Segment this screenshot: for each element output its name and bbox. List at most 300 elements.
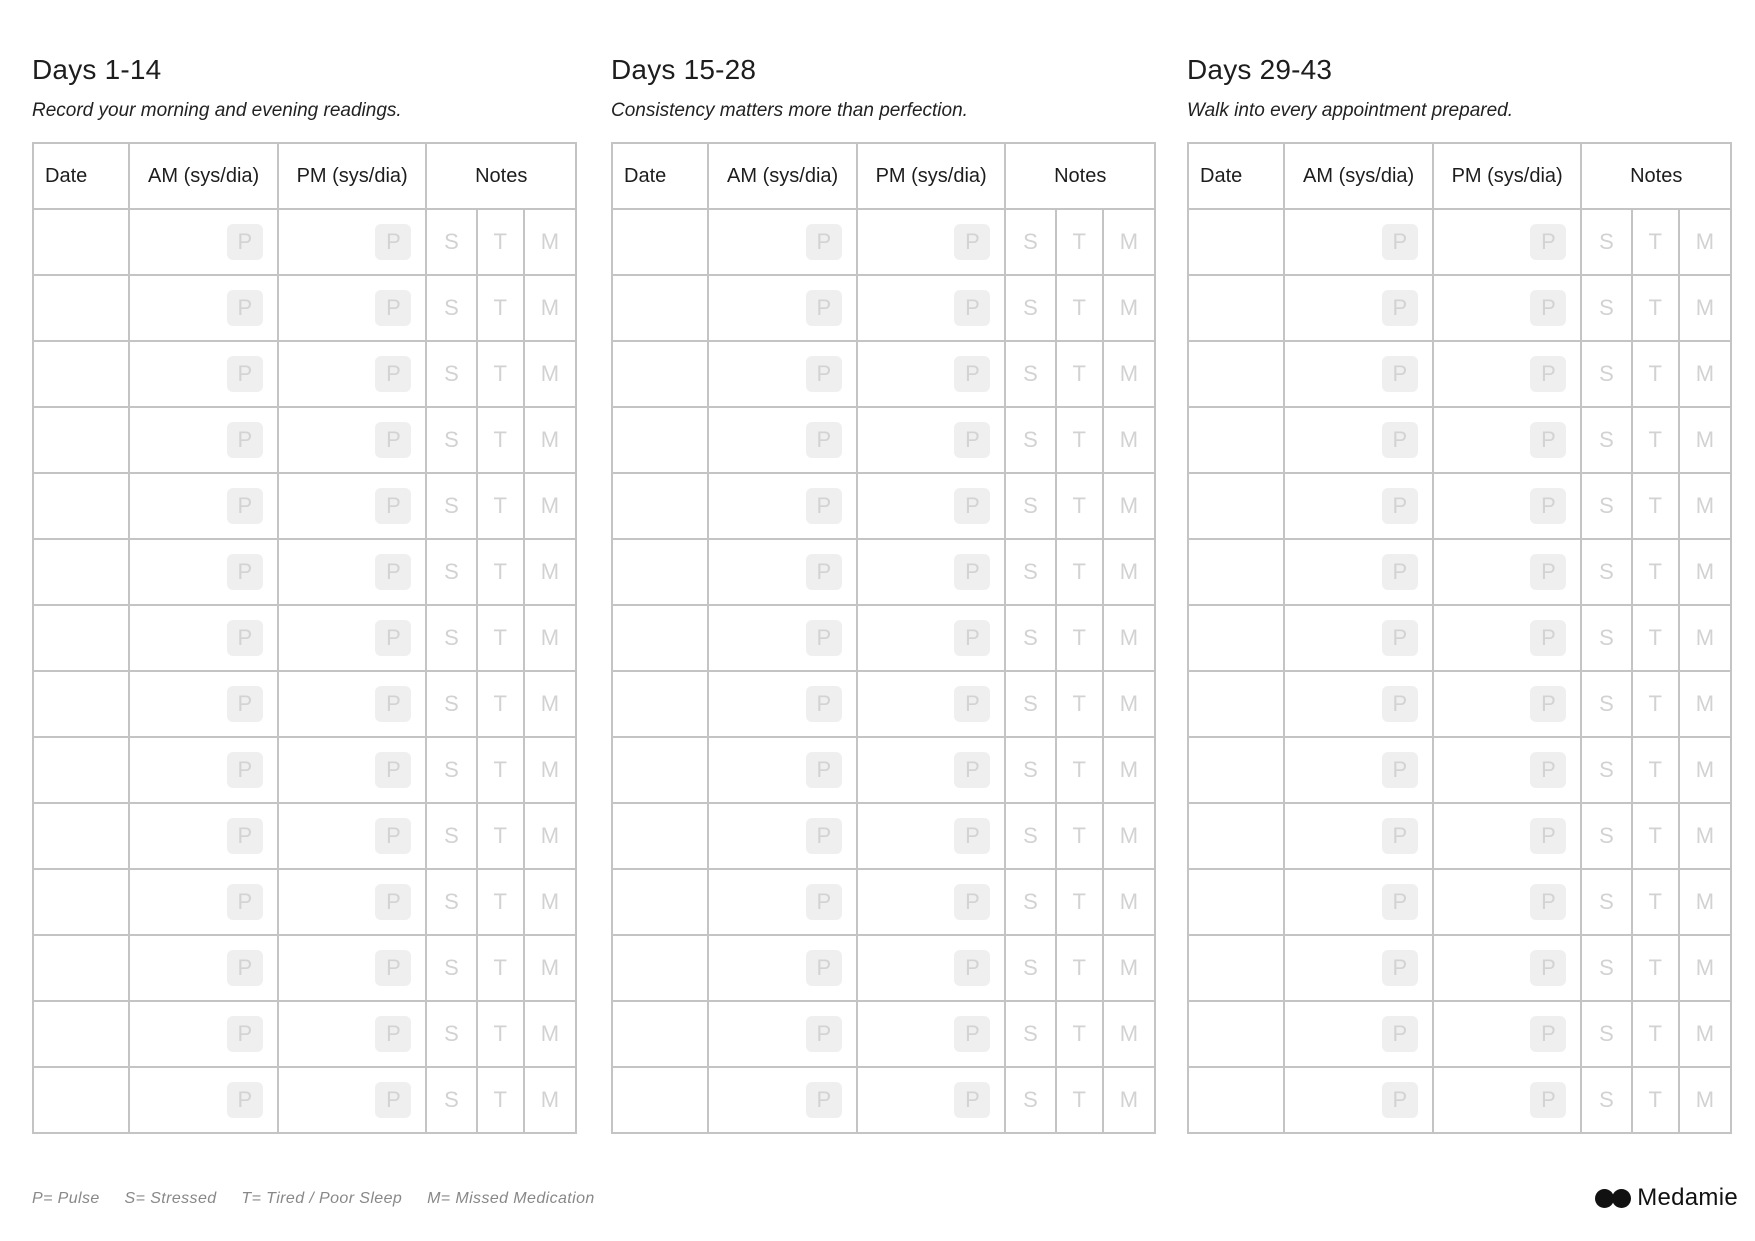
date-cell[interactable] <box>33 407 129 473</box>
tired-flag[interactable]: T <box>1632 407 1679 473</box>
date-cell[interactable] <box>33 737 129 803</box>
date-cell[interactable] <box>612 803 708 869</box>
tired-flag[interactable]: T <box>1056 1067 1103 1133</box>
stressed-flag[interactable]: S <box>1005 473 1055 539</box>
stressed-flag[interactable]: S <box>1005 407 1055 473</box>
tired-flag[interactable]: T <box>1632 275 1679 341</box>
am-reading-cell[interactable] <box>129 605 278 671</box>
missed-medication-flag[interactable]: M <box>524 605 576 671</box>
column-header-date: Date <box>1188 143 1284 209</box>
pulse-marker: P <box>954 554 990 590</box>
missed-medication-flag[interactable]: M <box>1103 1001 1155 1067</box>
tired-flag[interactable]: T <box>477 407 524 473</box>
tired-flag[interactable]: T <box>1056 341 1103 407</box>
date-cell[interactable] <box>33 539 129 605</box>
missed-medication-flag[interactable]: M <box>1679 275 1731 341</box>
pm-reading-cell[interactable] <box>1433 275 1582 341</box>
missed-medication-flag[interactable]: M <box>1679 407 1731 473</box>
tired-flag[interactable]: T <box>1056 737 1103 803</box>
pm-reading-cell[interactable] <box>857 671 1006 737</box>
stressed-flag[interactable]: S <box>426 869 476 935</box>
missed-medication-flag[interactable]: M <box>524 803 576 869</box>
pm-reading-cell[interactable] <box>1433 341 1582 407</box>
missed-medication-flag[interactable]: M <box>1103 341 1155 407</box>
missed-medication-flag[interactable]: M <box>1679 473 1731 539</box>
am-reading-cell[interactable] <box>708 737 857 803</box>
am-reading-cell[interactable] <box>129 1067 278 1133</box>
am-reading-cell[interactable] <box>1284 473 1433 539</box>
date-cell[interactable] <box>612 539 708 605</box>
missed-medication-flag[interactable]: M <box>524 209 576 275</box>
date-cell[interactable] <box>33 209 129 275</box>
date-cell[interactable] <box>33 275 129 341</box>
pm-reading-cell[interactable] <box>857 869 1006 935</box>
am-reading-cell[interactable] <box>708 803 857 869</box>
am-reading-cell[interactable] <box>129 737 278 803</box>
missed-medication-flag[interactable]: M <box>1679 341 1731 407</box>
missed-medication-flag[interactable]: M <box>1103 803 1155 869</box>
tired-flag[interactable]: T <box>1056 539 1103 605</box>
table-row <box>612 935 1155 1001</box>
stressed-flag[interactable]: S <box>1581 1067 1631 1133</box>
am-reading-cell[interactable] <box>129 803 278 869</box>
missed-medication-flag[interactable]: M <box>1679 737 1731 803</box>
stressed-flag[interactable]: S <box>1581 209 1631 275</box>
pm-reading-cell[interactable] <box>1433 605 1582 671</box>
column-header-date: Date <box>33 143 129 209</box>
pulse-marker: P <box>954 818 990 854</box>
stressed-flag[interactable]: S <box>426 1001 476 1067</box>
missed-medication-flag[interactable]: M <box>1679 1001 1731 1067</box>
missed-medication-flag[interactable]: M <box>1103 671 1155 737</box>
stressed-flag[interactable]: S <box>426 671 476 737</box>
pulse-marker: P <box>1382 620 1418 656</box>
date-cell[interactable] <box>33 869 129 935</box>
tired-flag[interactable]: T <box>477 935 524 1001</box>
stressed-flag[interactable]: S <box>1005 737 1055 803</box>
pulse-marker: P <box>227 1016 263 1052</box>
missed-medication-flag[interactable]: M <box>1679 671 1731 737</box>
tired-flag[interactable]: T <box>477 275 524 341</box>
am-reading-cell[interactable] <box>129 1001 278 1067</box>
missed-medication-flag[interactable]: M <box>524 473 576 539</box>
date-cell[interactable] <box>1188 473 1284 539</box>
pm-reading-cell[interactable] <box>1433 539 1582 605</box>
stressed-flag[interactable]: S <box>426 341 476 407</box>
pm-reading-cell[interactable] <box>1433 671 1582 737</box>
table-row <box>612 341 1155 407</box>
missed-medication-flag[interactable]: M <box>1679 1067 1731 1133</box>
date-cell[interactable] <box>612 737 708 803</box>
am-reading-cell[interactable] <box>1284 539 1433 605</box>
missed-medication-flag[interactable]: M <box>1103 407 1155 473</box>
pulse-marker: P <box>1530 290 1566 326</box>
tired-flag[interactable]: T <box>1056 407 1103 473</box>
pm-reading-cell[interactable] <box>1433 473 1582 539</box>
date-cell[interactable] <box>1188 605 1284 671</box>
missed-medication-flag[interactable]: M <box>1103 275 1155 341</box>
pulse-marker: P <box>1382 884 1418 920</box>
pm-reading-cell[interactable] <box>857 737 1006 803</box>
date-cell[interactable] <box>612 1001 708 1067</box>
pulse-marker: P <box>375 884 411 920</box>
am-reading-cell[interactable] <box>708 407 857 473</box>
am-reading-cell[interactable] <box>1284 671 1433 737</box>
pm-reading-cell[interactable] <box>278 869 427 935</box>
date-cell[interactable] <box>33 803 129 869</box>
pm-reading-cell[interactable] <box>1433 803 1582 869</box>
tired-flag[interactable]: T <box>1632 605 1679 671</box>
date-cell[interactable] <box>33 605 129 671</box>
pm-reading-cell[interactable] <box>278 341 427 407</box>
date-cell[interactable] <box>1188 737 1284 803</box>
tired-flag[interactable]: T <box>1056 275 1103 341</box>
pulse-marker: P <box>1530 1082 1566 1118</box>
am-reading-cell[interactable] <box>1284 275 1433 341</box>
am-reading-cell[interactable] <box>708 935 857 1001</box>
am-reading-cell[interactable] <box>129 671 278 737</box>
pm-reading-cell[interactable] <box>857 605 1006 671</box>
stressed-flag[interactable]: S <box>1005 539 1055 605</box>
table-row <box>612 605 1155 671</box>
pm-reading-cell[interactable] <box>857 473 1006 539</box>
pm-reading-cell[interactable] <box>278 209 427 275</box>
date-cell[interactable] <box>33 935 129 1001</box>
pm-reading-cell[interactable] <box>278 605 427 671</box>
missed-medication-flag[interactable]: M <box>1103 473 1155 539</box>
am-reading-cell[interactable] <box>1284 935 1433 1001</box>
pulse-marker: P <box>954 488 990 524</box>
table-row <box>33 869 576 935</box>
am-reading-cell[interactable] <box>1284 869 1433 935</box>
missed-medication-flag[interactable]: M <box>1103 539 1155 605</box>
missed-medication-flag[interactable]: M <box>524 275 576 341</box>
pm-reading-cell[interactable] <box>857 1001 1006 1067</box>
section-subtitle: Consistency matters more than perfection. <box>611 100 968 121</box>
tired-flag[interactable]: T <box>1632 1067 1679 1133</box>
stressed-flag[interactable]: S <box>426 935 476 1001</box>
stressed-flag[interactable]: S <box>1581 803 1631 869</box>
pulse-marker: P <box>1530 620 1566 656</box>
pm-reading-cell[interactable] <box>278 275 427 341</box>
missed-medication-flag[interactable]: M <box>524 1001 576 1067</box>
missed-medication-flag[interactable]: M <box>1679 803 1731 869</box>
tired-flag[interactable]: T <box>1632 803 1679 869</box>
date-cell[interactable] <box>1188 209 1284 275</box>
stressed-flag[interactable]: S <box>1005 935 1055 1001</box>
stressed-flag[interactable]: S <box>1005 803 1055 869</box>
stressed-flag[interactable]: S <box>426 1067 476 1133</box>
am-reading-cell[interactable] <box>708 539 857 605</box>
missed-medication-flag[interactable]: M <box>1103 935 1155 1001</box>
tired-flag[interactable]: T <box>1632 209 1679 275</box>
table-row <box>1188 209 1731 275</box>
pm-reading-cell[interactable] <box>857 275 1006 341</box>
tired-flag[interactable]: T <box>477 1067 524 1133</box>
stressed-flag[interactable]: S <box>1581 1001 1631 1067</box>
tired-flag[interactable]: T <box>1632 341 1679 407</box>
tired-flag[interactable]: T <box>1632 671 1679 737</box>
pulse-marker: P <box>375 620 411 656</box>
date-cell[interactable] <box>612 209 708 275</box>
missed-medication-flag[interactable]: M <box>524 1067 576 1133</box>
am-reading-cell[interactable] <box>1284 407 1433 473</box>
date-cell[interactable] <box>1188 341 1284 407</box>
am-reading-cell[interactable] <box>708 869 857 935</box>
tired-flag[interactable]: T <box>477 869 524 935</box>
date-cell[interactable] <box>33 473 129 539</box>
pulse-marker: P <box>806 224 842 260</box>
date-cell[interactable] <box>33 341 129 407</box>
pulse-marker: P <box>954 686 990 722</box>
am-reading-cell[interactable] <box>129 935 278 1001</box>
pm-reading-cell[interactable] <box>278 407 427 473</box>
tired-flag[interactable]: T <box>477 1001 524 1067</box>
pulse-marker: P <box>1530 752 1566 788</box>
stressed-flag[interactable]: S <box>426 605 476 671</box>
tired-flag[interactable]: T <box>1632 1001 1679 1067</box>
pm-reading-cell[interactable] <box>278 935 427 1001</box>
pm-reading-cell[interactable] <box>278 473 427 539</box>
pm-reading-cell[interactable] <box>857 539 1006 605</box>
missed-medication-flag[interactable]: M <box>524 341 576 407</box>
tired-flag[interactable]: T <box>1056 473 1103 539</box>
stressed-flag[interactable]: S <box>1005 1067 1055 1133</box>
am-reading-cell[interactable] <box>129 473 278 539</box>
date-cell[interactable] <box>612 605 708 671</box>
tired-flag[interactable]: T <box>1056 1001 1103 1067</box>
tired-flag[interactable]: T <box>1632 869 1679 935</box>
pulse-marker: P <box>227 884 263 920</box>
tired-flag[interactable]: T <box>1056 935 1103 1001</box>
am-reading-cell[interactable] <box>1284 209 1433 275</box>
am-reading-cell[interactable] <box>708 1067 857 1133</box>
table-row <box>33 935 576 1001</box>
pm-reading-cell[interactable] <box>1433 209 1582 275</box>
am-reading-cell[interactable] <box>708 341 857 407</box>
tired-flag[interactable]: T <box>1056 671 1103 737</box>
am-reading-cell[interactable] <box>1284 803 1433 869</box>
date-cell[interactable] <box>1188 671 1284 737</box>
am-reading-cell[interactable] <box>708 275 857 341</box>
date-cell[interactable] <box>1188 869 1284 935</box>
pulse-marker: P <box>227 686 263 722</box>
date-cell[interactable] <box>1188 935 1284 1001</box>
brand-name: Medamie <box>1637 1184 1738 1211</box>
stressed-flag[interactable]: S <box>1581 275 1631 341</box>
pm-reading-cell[interactable] <box>857 341 1006 407</box>
am-reading-cell[interactable] <box>129 539 278 605</box>
pm-reading-cell[interactable] <box>857 803 1006 869</box>
tired-flag[interactable]: T <box>477 209 524 275</box>
pm-reading-cell[interactable] <box>1433 737 1582 803</box>
date-cell[interactable] <box>33 1001 129 1067</box>
legend <box>32 1190 615 1208</box>
pm-reading-cell[interactable] <box>1433 935 1582 1001</box>
date-cell[interactable] <box>1188 1067 1284 1133</box>
date-cell[interactable] <box>612 935 708 1001</box>
tired-flag[interactable]: T <box>1632 473 1679 539</box>
date-cell[interactable] <box>612 1067 708 1133</box>
stressed-flag[interactable]: S <box>1005 341 1055 407</box>
stressed-flag[interactable]: S <box>1581 869 1631 935</box>
pm-reading-cell[interactable] <box>278 803 427 869</box>
column-header-notes: Notes <box>1005 143 1155 209</box>
pm-reading-cell[interactable] <box>278 539 427 605</box>
table-row <box>1188 803 1731 869</box>
missed-medication-flag[interactable]: M <box>524 737 576 803</box>
missed-medication-flag[interactable]: M <box>524 671 576 737</box>
missed-medication-flag[interactable]: M <box>1679 539 1731 605</box>
missed-medication-flag[interactable]: M <box>1679 605 1731 671</box>
am-reading-cell[interactable] <box>129 869 278 935</box>
tired-flag[interactable]: T <box>477 473 524 539</box>
pulse-marker: P <box>1382 554 1418 590</box>
table-row <box>1188 539 1731 605</box>
date-cell[interactable] <box>612 407 708 473</box>
pm-reading-cell[interactable] <box>857 935 1006 1001</box>
tired-flag[interactable]: T <box>1632 737 1679 803</box>
stressed-flag[interactable]: S <box>1581 407 1631 473</box>
tired-flag[interactable]: T <box>477 605 524 671</box>
pm-reading-cell[interactable] <box>1433 1001 1582 1067</box>
am-reading-cell[interactable] <box>1284 341 1433 407</box>
pm-reading-cell[interactable] <box>1433 407 1582 473</box>
stressed-flag[interactable]: S <box>1581 605 1631 671</box>
tired-flag[interactable]: T <box>477 737 524 803</box>
tired-flag[interactable]: T <box>1056 605 1103 671</box>
pulse-marker: P <box>375 818 411 854</box>
pulse-marker: P <box>806 752 842 788</box>
stressed-flag[interactable]: S <box>1005 275 1055 341</box>
stressed-flag[interactable]: S <box>1005 209 1055 275</box>
date-cell[interactable] <box>612 275 708 341</box>
stressed-flag[interactable]: S <box>426 473 476 539</box>
pm-reading-cell[interactable] <box>857 1067 1006 1133</box>
stressed-flag[interactable]: S <box>426 407 476 473</box>
am-reading-cell[interactable] <box>1284 605 1433 671</box>
stressed-flag[interactable]: S <box>1581 935 1631 1001</box>
stressed-flag[interactable]: S <box>1005 671 1055 737</box>
missed-medication-flag[interactable]: M <box>1679 209 1731 275</box>
tired-flag[interactable]: T <box>477 341 524 407</box>
stressed-flag[interactable]: S <box>1581 473 1631 539</box>
missed-medication-flag[interactable]: M <box>1103 1067 1155 1133</box>
pm-reading-cell[interactable] <box>1433 869 1582 935</box>
date-cell[interactable] <box>1188 1001 1284 1067</box>
missed-medication-flag[interactable]: M <box>524 407 576 473</box>
date-cell[interactable] <box>612 671 708 737</box>
pulse-marker: P <box>1382 1016 1418 1052</box>
pulse-marker: P <box>806 356 842 392</box>
am-reading-cell[interactable] <box>129 407 278 473</box>
stressed-flag[interactable]: S <box>426 209 476 275</box>
pm-reading-cell[interactable] <box>1433 1067 1582 1133</box>
pm-reading-cell[interactable] <box>278 1001 427 1067</box>
am-reading-cell[interactable] <box>1284 737 1433 803</box>
tired-flag[interactable]: T <box>1056 869 1103 935</box>
missed-medication-flag[interactable]: M <box>524 869 576 935</box>
missed-medication-flag[interactable]: M <box>1679 869 1731 935</box>
stressed-flag[interactable]: S <box>1005 605 1055 671</box>
tired-flag[interactable]: T <box>477 671 524 737</box>
section-2 <box>611 52 1156 1112</box>
pm-reading-cell[interactable] <box>278 671 427 737</box>
stressed-flag[interactable]: S <box>426 803 476 869</box>
am-reading-cell[interactable] <box>708 671 857 737</box>
am-reading-cell[interactable] <box>129 275 278 341</box>
stressed-flag[interactable]: S <box>426 737 476 803</box>
pulse-marker: P <box>954 290 990 326</box>
am-reading-cell[interactable] <box>129 341 278 407</box>
table-row <box>612 539 1155 605</box>
stressed-flag[interactable]: S <box>426 539 476 605</box>
stressed-flag[interactable]: S <box>1581 737 1631 803</box>
tired-flag[interactable]: T <box>477 539 524 605</box>
pulse-marker: P <box>227 488 263 524</box>
stressed-flag[interactable]: S <box>1005 869 1055 935</box>
stressed-flag[interactable]: S <box>1005 1001 1055 1067</box>
missed-medication-flag[interactable]: M <box>524 935 576 1001</box>
pulse-marker: P <box>227 752 263 788</box>
missed-medication-flag[interactable]: M <box>1679 935 1731 1001</box>
pulse-marker: P <box>227 950 263 986</box>
missed-medication-flag[interactable]: M <box>1103 869 1155 935</box>
date-cell[interactable] <box>1188 539 1284 605</box>
am-reading-cell[interactable] <box>1284 1067 1433 1133</box>
pulse-marker: P <box>954 224 990 260</box>
stressed-flag[interactable]: S <box>1581 341 1631 407</box>
date-cell[interactable] <box>612 869 708 935</box>
pulse-marker: P <box>1530 950 1566 986</box>
am-reading-cell[interactable] <box>708 473 857 539</box>
date-cell[interactable] <box>33 1067 129 1133</box>
stressed-flag[interactable]: S <box>1581 539 1631 605</box>
tired-flag[interactable]: T <box>1056 803 1103 869</box>
date-cell[interactable] <box>1188 275 1284 341</box>
am-reading-cell[interactable] <box>708 209 857 275</box>
missed-medication-flag[interactable]: M <box>1103 737 1155 803</box>
pulse-marker: P <box>1530 422 1566 458</box>
date-cell[interactable] <box>612 473 708 539</box>
am-reading-cell[interactable] <box>1284 1001 1433 1067</box>
pulse-marker: P <box>1530 356 1566 392</box>
pm-reading-cell[interactable] <box>278 1067 427 1133</box>
am-reading-cell[interactable] <box>708 605 857 671</box>
reading-table <box>1187 142 1732 1134</box>
tired-flag[interactable]: T <box>477 803 524 869</box>
pm-reading-cell[interactable] <box>278 737 427 803</box>
am-reading-cell[interactable] <box>129 209 278 275</box>
pm-reading-cell[interactable] <box>857 209 1006 275</box>
stressed-flag[interactable]: S <box>426 275 476 341</box>
tired-flag[interactable]: T <box>1632 935 1679 1001</box>
pulse-marker: P <box>375 488 411 524</box>
date-cell[interactable] <box>1188 407 1284 473</box>
pulse-marker: P <box>1530 224 1566 260</box>
missed-medication-flag[interactable]: M <box>1103 605 1155 671</box>
date-cell[interactable] <box>1188 803 1284 869</box>
missed-medication-flag[interactable]: M <box>524 539 576 605</box>
date-cell[interactable] <box>612 341 708 407</box>
tired-flag[interactable]: T <box>1632 539 1679 605</box>
am-reading-cell[interactable] <box>708 1001 857 1067</box>
missed-medication-flag[interactable]: M <box>1103 209 1155 275</box>
pm-reading-cell[interactable] <box>857 407 1006 473</box>
tired-flag[interactable]: T <box>1056 209 1103 275</box>
date-cell[interactable] <box>33 671 129 737</box>
stressed-flag[interactable]: S <box>1581 671 1631 737</box>
